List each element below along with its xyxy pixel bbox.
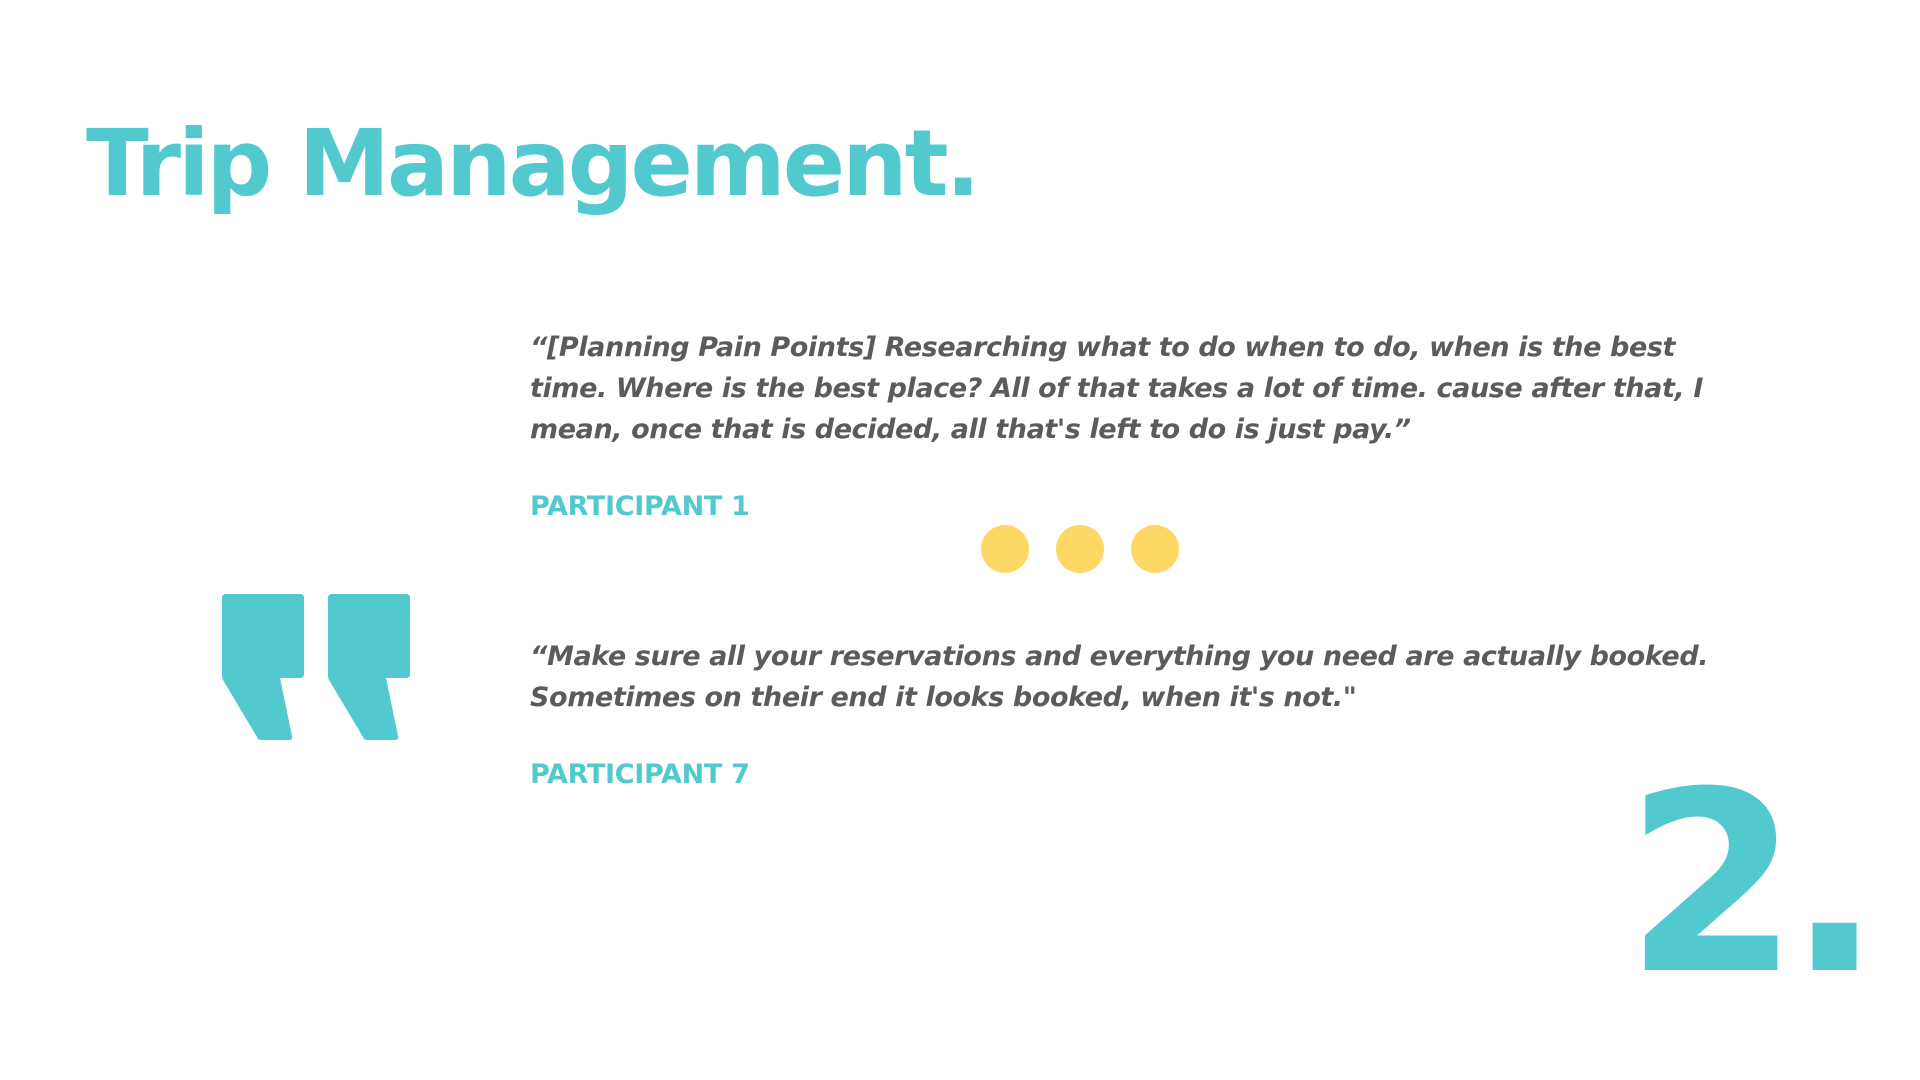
page-title: Trip Management. xyxy=(86,110,978,217)
ellipsis-dots-icon xyxy=(981,525,1179,573)
participant-label: PARTICIPANT 7 xyxy=(530,759,750,790)
dot xyxy=(1056,525,1104,573)
quote-text: “Make sure all your reservations and everything you need are actually booked. Sometimes on their end it looks booked, when it's not." xyxy=(530,641,1709,713)
dot xyxy=(981,525,1029,573)
dot xyxy=(1131,525,1179,573)
slide-number: 2. xyxy=(1625,738,1870,1029)
quotation-mark-icon xyxy=(222,594,410,742)
quote-text: “[Planning Pain Points] Researching what to do when to do, when is the best time. Where is the best place? All of that takes a lot of time. cause after that, I mean, once that is decided, all that's left to do is just pay.” xyxy=(530,332,1704,445)
participant-label: PARTICIPANT 1 xyxy=(530,491,750,522)
quote-block-1 xyxy=(530,327,1730,520)
quote-block-2 xyxy=(530,636,1730,788)
